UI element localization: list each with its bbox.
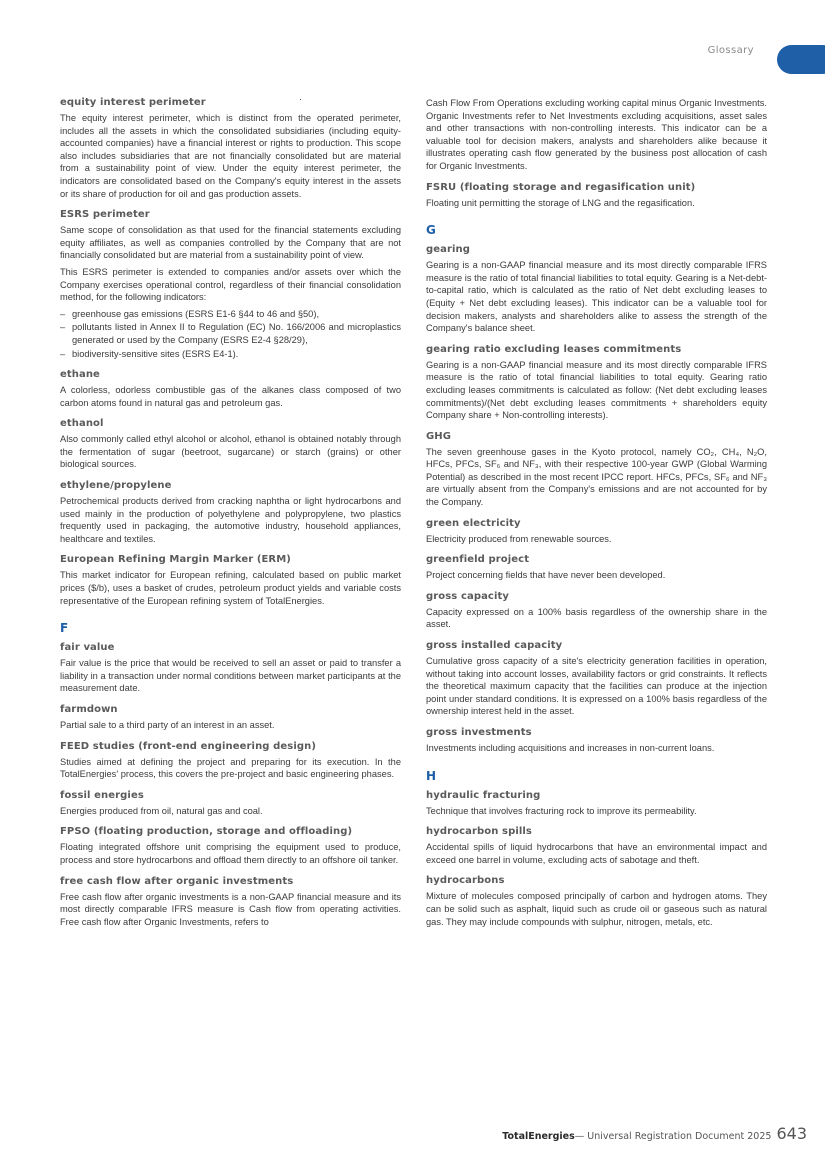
glossary-term: green electricity [426,517,521,529]
footer-document-title: — Universal Registration Document 2025 [574,1131,772,1142]
glossary-definition: Floating integrated offshore unit comprising the equipment used to produce, process and store hydrocarbons and offload them directly to an offshore oil tanker. [60,842,401,865]
glossary-term: equity interest perimeter [60,97,206,108]
section-title: Glossary [707,45,754,56]
glossary-entry [60,704,401,732]
glossary-definition: Investments including acquisitions and increases in non-current loans. [426,743,715,753]
glossary-term: FEED studies (front-end engineering design) [60,740,316,752]
glossary-term: gross investments [426,727,532,738]
glossary-term: European Refining Margin Marker (ERM) [60,554,291,566]
glossary-definition: Cash Flow From Operations excluding working capital minus Organic Investments. Organic Investments refer to Net Investments excluding acquisitions, asset sales and other transactions with non-controlling interests. This indicator can be a valuable tool for decision makers, analysts and shareholders alike because it illustrates operating cash flow generated by the business post allocation of cash for Organic Investments. [426,98,767,171]
glossary-entry [60,741,401,781]
glossary-entry [426,518,767,546]
glossary-entry [426,554,767,582]
glossary-entry [426,431,767,509]
glossary-entry [60,418,401,471]
bullet-item: – pollutants listed in Annex II to Regulation (EC) No. 166/2006 and microplastics generated or used by the Company (ESRS E2-4 §28/29), [60,321,401,346]
glossary-term: greenfield project [426,554,530,566]
glossary-entry [60,97,401,200]
glossary-term: ESRS perimeter [60,209,150,221]
glossary-definition: Electricity produced from renewable sources. [426,533,612,544]
glossary-definition: This market indicator for European refining, calculated based on public market prices ($/b), uses a basket of crudes, petroleum product yields and variable costs representative of the European refining system of TotalEnergies. [60,570,401,606]
glossary-term: gearing [426,244,471,256]
page-footer [502,1124,807,1143]
glossary-term: ethane [60,369,100,381]
glossary-entry [426,790,767,818]
glossary-term: ethanol [60,418,104,430]
section-letter: G [426,223,436,238]
glossary-definition: Same scope of consolidation as that used for the financial statements excluding equity affiliates, as well as companies controlled by the Company that are not financially consolidated but are material from a sustainability point of view. [60,225,401,261]
glossary-definition: The seven greenhouse gases in the Kyoto protocol, namely CO₂, CH₄, N₂O, HFCs, PFCs, SF₆ and NF₃, with their respective 100-year GWP (Global Warming Potential) as described in the most recent IPCC report. HFCs, PFCs, SF₆ and NF₃ are virtually absent from the Company's emissions and are not accounted for by the Company. [426,446,767,508]
glossary-definition: Fair value is the price that would be received to sell an asset or paid to transfer a liability in a transaction under normal conditions between market participants at the measurement date. [60,658,401,694]
footer-brand: TotalEnergies [502,1131,575,1142]
section-letter: H [426,768,437,783]
glossary-term: fossil energies [60,789,144,801]
bullet-item: – biodiversity-sensitive sites (ESRS E4-1). [60,348,401,361]
glossary-term: hydrocarbons [426,875,505,887]
glossary-term: FPSO (floating production, storage and offloading) [60,826,353,838]
section-letter: F [60,621,69,636]
glossary-entry [426,182,767,210]
glossary-term: hydraulic fracturing [426,789,541,801]
glossary-entry [60,480,401,545]
left-column [60,97,401,937]
glossary-entry [426,591,767,631]
glossary-entry [60,826,401,866]
glossary-entry [426,826,767,866]
glossary-definition: The equity interest perimeter, which is distinct from the operated perimeter, includes all the assets in which the consolidated subsidiaries (including equity-accounted companies) have a financial interest or rights to production. This scope also includes subsidiaries that are not financially consolidated but are material from a sustainability point of view. Under the equity interest perimeter, the indicators are consolidated based on the Company's equity interest in the assets or its share of production for oil and gas production assets. [60,113,401,199]
glossary-entry [60,642,401,695]
glossary-definition: Floating unit permitting the storage of LNG and the regasification. [426,197,695,208]
glossary-term: GHG [426,430,452,442]
glossary-term: fair value [60,642,115,654]
glossary-term: free cash flow after organic investments [60,875,294,887]
glossary-definition: Mixture of molecules composed principally of carbon and hydrogen atoms. They can be solid such as asphalt, liquid such as crude oil or gaseous such as natural gas. They may include compounds with sulphur, nitrogen, metals, etc. [426,891,767,927]
glossary-definition: Accidental spills of liquid hydrocarbons that have an environmental impact and exceed one barrel in volume, excluding acts of sabotage and theft. [426,842,767,865]
glossary-entry [426,727,767,755]
glossary-definition: Gearing is a non-GAAP financial measure and its most directly comparable IFRS measure is the ratio of total financial liabilities to total equity. Gearing ratio excluding leases commitments is calculated as follow: (Net debt excluding leases commitments)/(Net debt excluding leases commitments + shareholders equity Company share + Non-controlling interests). [426,359,767,421]
right-column [426,97,767,937]
glossary-entry [60,209,401,360]
glossary-entry [60,876,401,929]
bullet-item: – greenhouse gas emissions (ESRS E1-6 §44 to 46 and §50), [60,308,401,321]
glossary-term: hydrocarbon spills [426,826,532,838]
glossary-definition: Capacity expressed on a 100% basis regardless of the ownership share in the asset. [426,606,767,630]
page-number: 643 [776,1124,807,1143]
glossary-term: ethylene/propylene [60,480,172,492]
glossary-term: gross installed capacity [426,640,563,652]
glossary-definition: Partial sale to a third party of an interest in an asset. [60,720,275,730]
glossary-entry [60,790,401,818]
glossary-term: farmdown [60,704,118,715]
bullet-list [60,308,401,360]
glossary-definition: Project concerning fields that have never been developed. [426,570,666,581]
glossary-definition: Also commonly called ethyl alcohol or alcohol, ethanol is obtained notably through the fermentation of sugar (beetroot, sugarcane) or starch (grains) or other biological sources. [60,434,401,470]
glossary-definition: Technique that involves fracturing rock to improve its permeability. [426,805,697,816]
glossary-definition: This ESRS perimeter is extended to companies and/or assets over which the Company exercises operational control, regardless of their financial consolidation method, for the following indicators: [60,266,401,303]
glossary-definition: Free cash flow after organic investments is a non-GAAP financial measure and its most directly comparable IFRS measure is Cash flow from operating activities. Free cash flow after Organic Investments, refers to [60,891,401,927]
glossary-entry [60,369,401,409]
glossary-entry [426,97,767,173]
glossary-entry [426,244,767,335]
glossary-definition: Energies produced from oil, natural gas and coal. [60,805,263,816]
glossary-definition: Studies aimed at defining the project and preparing for its execution. In the TotalEnergies' process, this covers the pre-project and basic engineering phases. [60,756,401,780]
glossary-entry [426,640,767,718]
section-tab-marker [777,45,825,74]
glossary-definition: Gearing is a non-GAAP financial measure and its most directly comparable IFRS measure is the ratio of total financial liabilities to total equity. Gearing is a Net-debt-to-capital ratio, which is calculated as the ratio of Net debt excluding leases to (Equity + Net debt excluding leases). This indicator can be a valuable tool for decision makers, analysts and shareholders alike to assess the strength of the Company's balance sheet. [426,260,767,334]
glossary-definition: Petrochemical products derived from cracking naphtha or light hydrocarbons and used mainly in the production of polyethylene and polypropylene, two plastics frequently used in packaging, the automotive industry, household appliances, healthcare and textiles. [60,496,401,544]
glossary-entry [60,554,401,607]
glossary-definition: A colorless, odorless combustible gas of the alkanes class composed of two carbon atoms found in natural gas and petroleum gas. [60,385,401,408]
glossary-term: FSRU (floating storage and regasification unit) [426,181,696,193]
glossary-entry [426,344,767,422]
glossary-entry [426,875,767,928]
glossary-term: gearing ratio excluding leases commitments [426,343,682,355]
glossary-term: gross capacity [426,590,509,602]
glossary-definition: Cumulative gross capacity of a site's electricity generation facilities in operation, without taking into account losses, availability factors or grid constraints. It reflects the theoretical maximum capacity that the facilities can produce at the injection point under standard conditions. It is expressed on a 100% basis regardless of the ownership interest held in the asset. [426,656,767,717]
